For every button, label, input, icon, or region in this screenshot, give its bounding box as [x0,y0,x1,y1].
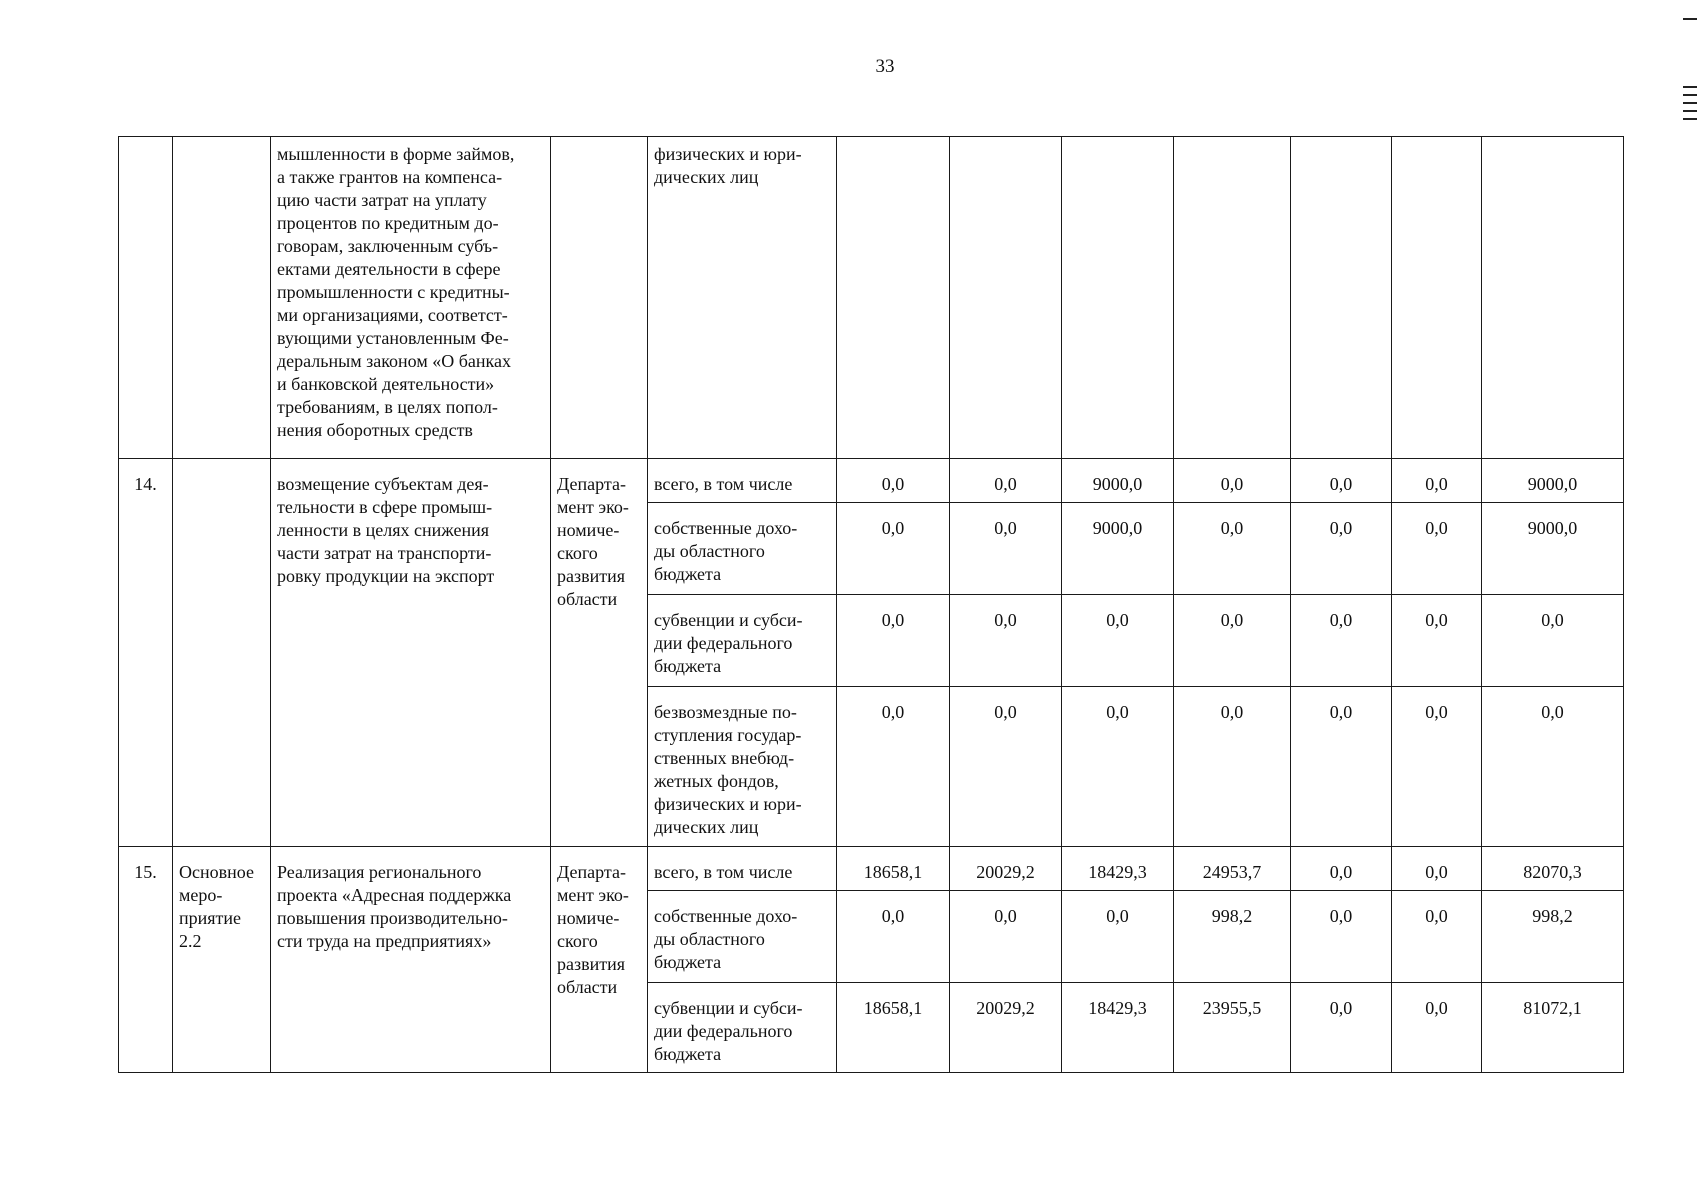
cell-value: 9000,0 [1062,503,1174,595]
cell-source [648,847,837,891]
table-row-15-total [119,847,1624,891]
cell-value: 0,0 [837,595,950,687]
cell-value: 0,0 [1291,847,1392,891]
cell-value: 0,0 [1392,687,1482,847]
row-number: 14. [119,459,173,847]
description-line: сти труда на предприятиях» [277,931,492,951]
cell-value: 0,0 [1062,687,1174,847]
cell-value: 18429,3 [1062,983,1174,1073]
cell-value: 0,0 [837,459,950,503]
executor-line: Департа- [557,474,626,494]
cell-value: 18658,1 [837,847,950,891]
cell-value: 0,0 [1392,503,1482,595]
source-line: ступления государ- [654,725,802,745]
cell-value: 0,0 [837,503,950,595]
executor-line: мент эко- [557,885,629,905]
source-line: всего, в том числе [654,862,793,882]
cell-value: 0,0 [1291,595,1392,687]
cell-value: 9000,0 [1482,459,1624,503]
cell-value: 0,0 [950,891,1062,983]
executor-line: Департа- [557,862,626,882]
cell-value: 0,0 [837,891,950,983]
description-line: цию части затрат на уплату [277,190,487,210]
description-line: вующими установленным Фе- [277,328,509,348]
cell-executor [551,137,648,459]
cell-description [271,459,551,847]
cell-value: 0,0 [1291,983,1392,1073]
cell-source [648,891,837,983]
cell-description [271,137,551,459]
source-line: собственные дохо- [654,906,798,926]
cell-status [173,847,271,1073]
description-line: возмещение субъектам дея- [277,474,489,494]
cell-status [173,459,271,847]
source-line: бюджета [654,1044,722,1064]
cell-value: 18658,1 [837,983,950,1073]
description-line: повышения производительно- [277,908,508,928]
description-line: ленности в целях снижения [277,520,490,540]
cell-executor [551,847,648,1073]
cell-value: 0,0 [1291,891,1392,983]
cell-value: 9000,0 [1062,459,1174,503]
cell-value: 0,0 [1392,459,1482,503]
cell-value: 0,0 [1291,503,1392,595]
cell-value: 0,0 [950,687,1062,847]
cell-status [173,137,271,459]
source-line: дических лиц [654,167,759,187]
source-line: всего, в том числе [654,474,793,494]
source-line: ды областного [654,541,765,561]
description-line: мышленности в форме займов, [277,144,515,164]
description-line: ектами деятельности в сфере [277,259,501,279]
cell-value [1482,137,1624,459]
source-line: ственных внебюд- [654,748,795,768]
executor-line: ского [557,543,598,563]
cell-value: 0,0 [1174,459,1291,503]
cell-source [648,687,837,847]
source-line: ды областного [654,929,765,949]
cell-value: 0,0 [1482,687,1624,847]
source-line: бюджета [654,564,722,584]
cell-source [648,503,837,595]
executor-line: развития [557,566,626,586]
source-line: дии федерального [654,633,793,653]
cell-value: 20029,2 [950,983,1062,1073]
cell-value: 18429,3 [1062,847,1174,891]
cell-value: 0,0 [1291,459,1392,503]
cell-source [648,983,837,1073]
cell-value: 0,0 [1482,595,1624,687]
cell-value: 0,0 [837,687,950,847]
cell-value [1392,137,1482,459]
description-line: промышленности с кредитны- [277,282,510,302]
executor-line: номиче- [557,908,620,928]
cell-source [648,459,837,503]
cell-value: 0,0 [1174,595,1291,687]
description-line: и банковской деятельности» [277,374,495,394]
description-line: Реализация регионального [277,862,482,882]
page-number: 33 [875,56,895,77]
status-line: Основное [179,862,254,882]
executor-line: мент эко- [557,497,629,517]
cell-value: 0,0 [950,595,1062,687]
cell-value: 0,0 [1062,891,1174,983]
cell-value: 0,0 [1174,687,1291,847]
row-number: 15. [119,847,173,1073]
cell-executor [551,459,648,847]
description-line: части затрат на транспорти- [277,543,492,563]
cell-value [1174,137,1291,459]
cell-value: 0,0 [1062,595,1174,687]
description-line: а также грантов на компенса- [277,167,503,187]
cell-value [1062,137,1174,459]
cell-value: 0,0 [1291,687,1392,847]
cell-number [119,137,173,459]
description-line: ми организациями, соответст- [277,305,508,325]
description-line: деральным законом «О банках [277,351,511,371]
cell-value: 0,0 [950,459,1062,503]
source-line: дии федерального [654,1021,793,1041]
table-row-14-total [119,459,1624,503]
description-line: говорам, заключенным субъ- [277,236,499,256]
budget-table [118,136,1624,1073]
description-line: процентов по кредитным до- [277,213,499,233]
executor-line: номиче- [557,520,620,540]
description-line: требованиям, в целях попол- [277,397,498,417]
source-line: бюджета [654,952,722,972]
cell-source [648,595,837,687]
cell-value [1291,137,1392,459]
cell-description [271,847,551,1073]
table-row-continuation [119,137,1624,459]
source-line: жетных фондов, [654,771,779,791]
cell-source [648,137,837,459]
source-line: бюджета [654,656,722,676]
executor-line: области [557,977,618,997]
source-line: физических и юри- [654,144,802,164]
cell-value: 0,0 [1392,983,1482,1073]
cell-value: 998,2 [1482,891,1624,983]
description-line: нения оборотных средств [277,420,473,440]
cell-value: 24953,7 [1174,847,1291,891]
cell-value [950,137,1062,459]
cell-value: 0,0 [1392,595,1482,687]
executor-line: развития [557,954,626,974]
source-line: субвенции и субси- [654,998,803,1018]
executor-line: ского [557,931,598,951]
description-line: ровку продукции на экспорт [277,566,495,586]
source-line: физических и юри- [654,794,802,814]
cell-value [837,137,950,459]
cell-value: 20029,2 [950,847,1062,891]
cell-value: 81072,1 [1482,983,1624,1073]
status-line: меро- [179,885,223,905]
cell-value: 0,0 [1392,847,1482,891]
cell-value: 0,0 [1392,891,1482,983]
status-line: 2.2 [179,931,202,951]
description-line: тельности в сфере промыш- [277,497,493,517]
cell-value: 998,2 [1174,891,1291,983]
source-line: собственные дохо- [654,518,798,538]
description-line: проекта «Адресная поддержка [277,885,512,905]
cell-value: 0,0 [950,503,1062,595]
cell-value: 0,0 [1174,503,1291,595]
source-line: субвенции и субси- [654,610,803,630]
executor-line: области [557,589,618,609]
cell-value: 23955,5 [1174,983,1291,1073]
cell-value: 9000,0 [1482,503,1624,595]
source-line: дических лиц [654,817,759,837]
scan-edge-marks [1683,18,1697,126]
cell-value: 82070,3 [1482,847,1624,891]
status-line: приятие [179,908,242,928]
source-line: безвозмездные по- [654,702,797,722]
